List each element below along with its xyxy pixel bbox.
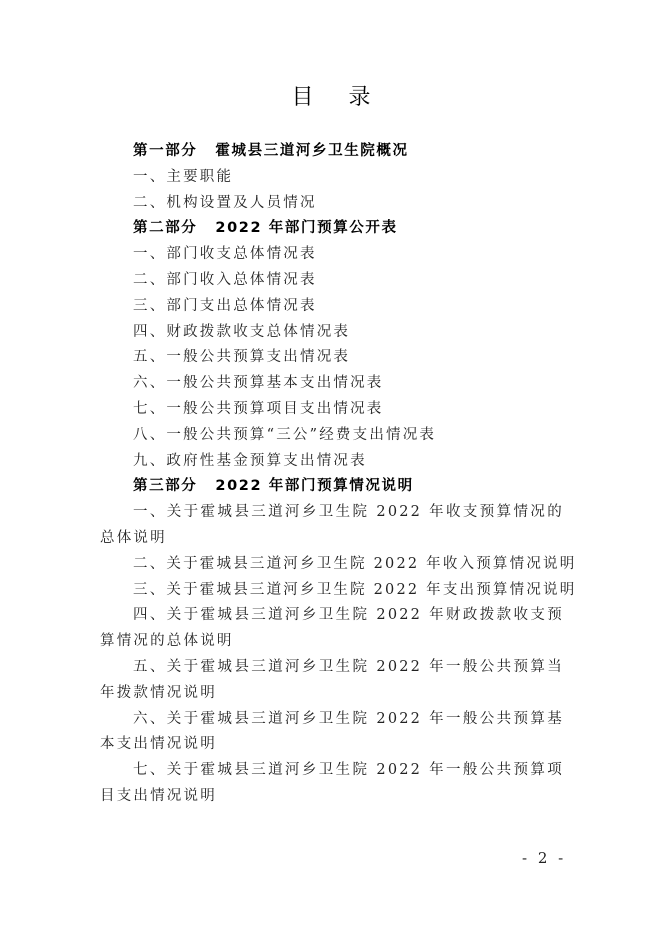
part-title: 霍城县三道河乡卫生院概况 bbox=[215, 143, 409, 159]
toc-item[interactable]: 二、关于霍城县三道河乡卫生院 2022 年收入预算情况说明 bbox=[133, 555, 577, 572]
toc-item[interactable]: 三、关于霍城县三道河乡卫生院 2022 年支出预算情况说明 bbox=[133, 581, 577, 598]
table-of-contents bbox=[100, 139, 577, 810]
part-title: 2022 年部门预算公开表 bbox=[215, 220, 398, 237]
toc-item[interactable]: 二、机构设置及人员情况 bbox=[133, 194, 317, 211]
part-label: 第一部分 bbox=[133, 143, 198, 159]
part-label: 第三部分 bbox=[133, 478, 198, 495]
toc-item[interactable]: 五、一般公共预算支出情况表 bbox=[133, 349, 351, 366]
part-label: 第二部分 bbox=[133, 220, 198, 237]
toc-item[interactable]: 四、关于霍城县三道河乡卫生院 2022 年财政拨款收支预算情况的总体说明 bbox=[100, 607, 564, 650]
toc-item[interactable]: 八、一般公共预算“三公”经费支出情况表 bbox=[133, 426, 437, 443]
toc-item[interactable]: 七、关于霍城县三道河乡卫生院 2022 年一般公共预算项目支出情况说明 bbox=[100, 762, 564, 804]
toc-part-heading[interactable] bbox=[100, 216, 564, 242]
toc-item[interactable]: 一、关于霍城县三道河乡卫生院 2022 年收支预算情况的总体说明 bbox=[100, 504, 564, 546]
page-title: 目 录 bbox=[291, 85, 385, 110]
toc-item[interactable]: 三、部门支出总体情况表 bbox=[133, 297, 317, 314]
toc-item[interactable]: 九、政府性基金预算支出情况表 bbox=[133, 452, 367, 469]
toc-item[interactable]: 六、关于霍城县三道河乡卫生院 2022 年一般公共预算基本支出情况说明 bbox=[100, 710, 564, 753]
toc-item[interactable]: 六、一般公共预算基本支出情况表 bbox=[133, 375, 384, 392]
page-number: - 2 - bbox=[522, 849, 567, 867]
part-title: 2022 年部门预算情况说明 bbox=[215, 478, 414, 495]
toc-item[interactable]: 五、关于霍城县三道河乡卫生院 2022 年一般公共预算当年拨款情况说明 bbox=[100, 658, 564, 701]
toc-item[interactable]: 四、财政拨款收支总体情况表 bbox=[133, 323, 351, 340]
toc-part-heading[interactable] bbox=[100, 474, 564, 500]
toc-item[interactable]: 一、主要职能 bbox=[133, 168, 234, 185]
toc-part-heading[interactable] bbox=[100, 139, 564, 165]
toc-item[interactable]: 一、部门收支总体情况表 bbox=[133, 246, 317, 263]
toc-item[interactable]: 七、一般公共预算项目支出情况表 bbox=[133, 400, 384, 417]
toc-item[interactable]: 二、部门收入总体情况表 bbox=[133, 271, 317, 288]
